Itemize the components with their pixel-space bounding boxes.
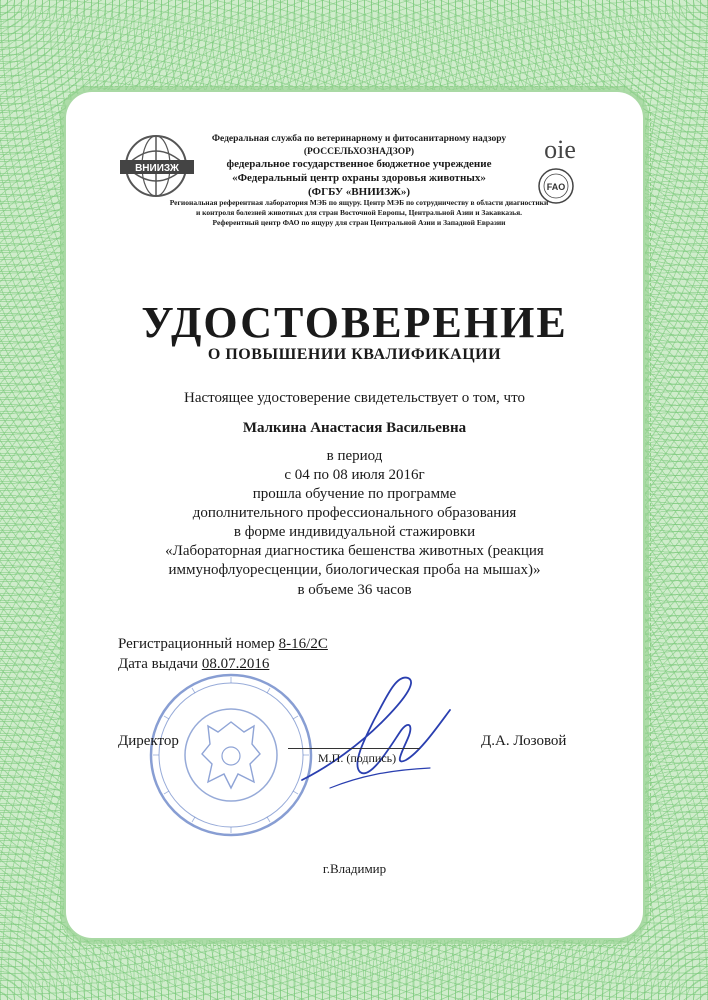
training-form: в форме индивидуальной стажировки: [233, 524, 476, 540]
recipient-name: Малкина Анастасия Васильевна: [242, 420, 467, 436]
reference-lab-line-3: Референтный центр ФАО по ящуру для стран Центральной Азии и Западной Евразии: [212, 218, 506, 227]
director-signature: [290, 668, 470, 798]
signature-caption: М.П. (подпись): [318, 751, 397, 765]
course-title-line-2: иммунофлуоресценции, биологическая проба на мышах)»: [168, 562, 541, 578]
course-hours: в объеме 36 часов: [297, 582, 412, 598]
signature-line: [288, 748, 420, 749]
program-text: прошла обучение по программе: [252, 486, 457, 502]
agency-short-name: (РОССЕЛЬХОЗНАДЗОР): [303, 147, 415, 157]
svg-text:ВНИИЗЖ: ВНИИЗЖ: [135, 163, 179, 174]
issue-city: г.Владимир: [322, 861, 387, 876]
intro-text: Настоящее удостоверение свидетельствует о том, что: [184, 390, 525, 406]
institution-name: «Федеральный центр охраны здоровья животных»: [232, 172, 486, 184]
reference-lab-line-2: и контроля болезней животных для стран Восточной Европы, Центральной Азии и Закавказья.: [195, 208, 523, 217]
issue-date-value: 08.07.2016: [201, 656, 270, 672]
issue-date-label: Дата выдачи: [118, 656, 202, 672]
institution-short-name: (ФГБУ «ВНИИЗЖ»): [307, 186, 411, 198]
course-title-line-1: «Лабораторная диагностика бешенства животных (реакция: [165, 543, 544, 559]
svg-text:oie: oie: [544, 135, 576, 164]
period-dates: с 04 по 08 июля 2016г: [284, 467, 425, 483]
certificate-subtitle: О ПОВЫШЕНИИ КВАЛИФИКАЦИИ: [207, 346, 502, 363]
registration-number-value: 8-16/2С: [278, 636, 328, 652]
registration-number-label: Регистрационный номер: [118, 636, 279, 652]
certificate-title: УДОСТОВЕРЕНИЕ: [141, 298, 568, 347]
education-type: дополнительного профессионального образования: [192, 505, 517, 521]
reference-lab-line-1: Региональная референтная лаборатория МЭБ по ящуру. Центр МЭБ по сотрудничеству в области диагностики: [169, 198, 549, 207]
registration-number: [118, 636, 328, 653]
svg-text:FAO: FAO: [546, 182, 566, 192]
institution-type: федеральное государственное бюджетное учреждение: [226, 158, 492, 170]
signatory-name: Д.А. Лозовой: [481, 733, 567, 749]
signatory-role: Директор: [118, 733, 179, 749]
agency-name: Федеральная служба по ветеринарному и фитосанитарному надзору: [211, 134, 507, 144]
period-label: в период: [326, 448, 383, 464]
